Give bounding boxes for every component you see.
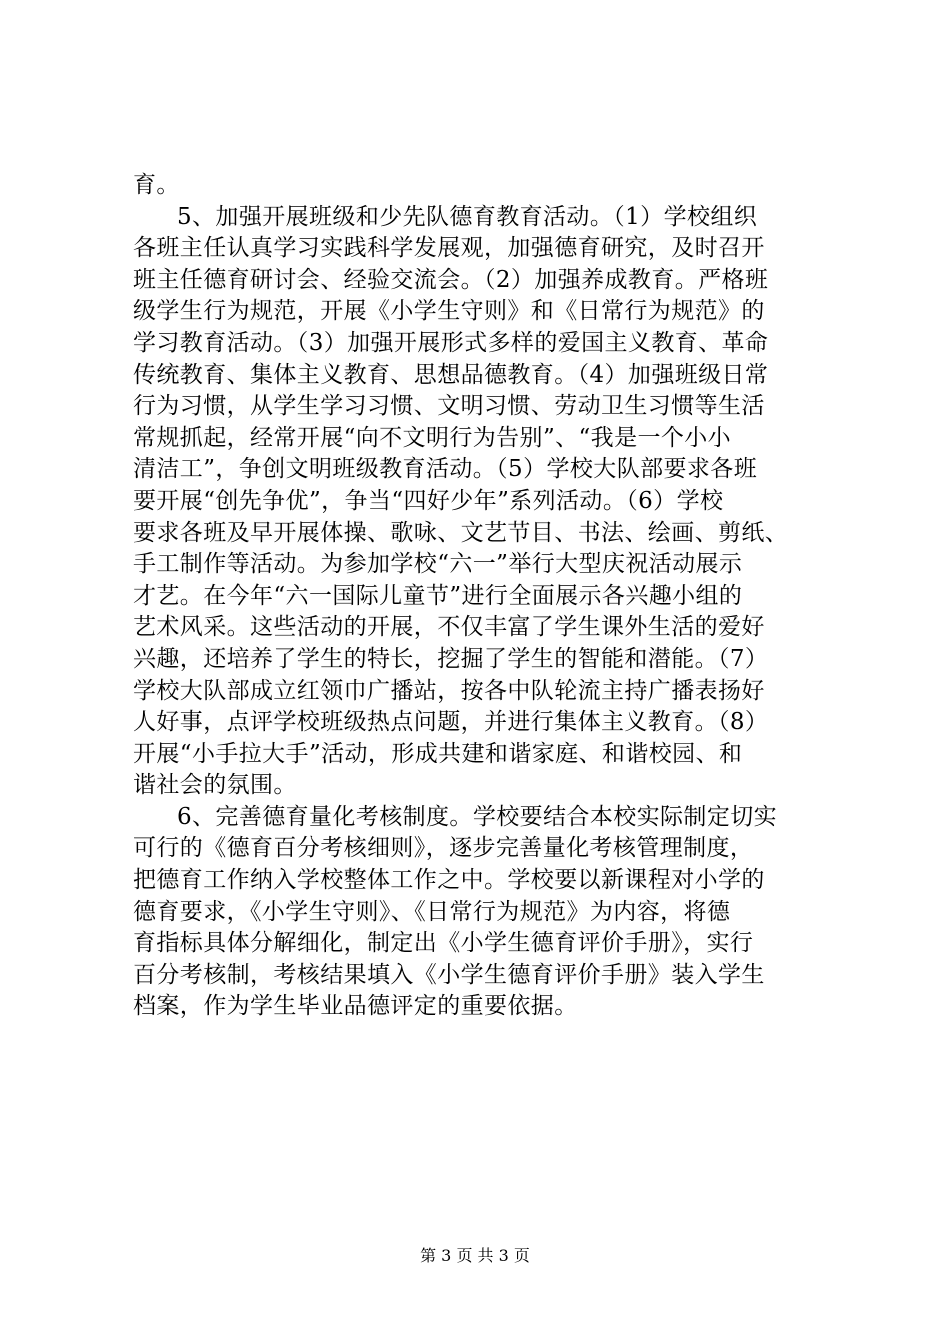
text-line: 兴趣，还培养了学生的特长，挖掘了学生的智能和潜能。（7）: [133, 645, 769, 672]
text-line: 档案，作为学生毕业品德评定的重要依据。: [133, 993, 578, 1020]
text-line: 要求各班及早开展体操、歌咏、文艺节目、书法、绘画、剪纸、: [133, 519, 789, 546]
text-line: 班主任德育研讨会、经验交流会。（2）加强养成教育。严格班: [133, 266, 769, 293]
text-line: 德育要求，《小学生守则》、《日常行为规范》为内容，将德: [133, 898, 731, 925]
text-line: 行为习惯，从学生学习习惯、文明习惯、劳动卫生习惯等生活: [133, 393, 765, 420]
text-line: 开展“小手拉大手”活动，形成共建和谐家庭、和谐校园、和: [133, 740, 743, 767]
page-number-footer: 第 3 页 共 3 页: [420, 1246, 530, 1265]
text-line: 常规抓起，经常开展“向不文明行为告别”、“我是一个小小: [133, 424, 732, 451]
text-line: 级学生行为规范，开展《小学生守则》和《日常行为规范》的: [133, 298, 765, 325]
text-line: 清洁工”，争创文明班级教育活动。（5）学校大队部要求各班: [133, 456, 758, 483]
text-line: 谐社会的氛围。: [133, 772, 297, 799]
text-line: 把德育工作纳入学校整体工作之中。学校要以新课程对小学的: [133, 867, 765, 894]
text-line: 5、加强开展班级和少先队德育教育活动。（1）学校组织: [177, 203, 758, 230]
text-line: 学校大队部成立红领巾广播站，按各中队轮流主持广播表扬好: [133, 677, 765, 704]
text-line: 可行的《德育百分考核细则》，逐步完善量化考核管理制度，: [133, 835, 754, 862]
text-line: 传统教育、集体主义教育、思想品德教育。（4）加强班级日常: [133, 361, 769, 388]
text-line: 百分考核制，考核结果填入《小学生德育评价手册》装入学生: [133, 961, 765, 988]
text-line: 学习教育活动。（3）加强开展形式多样的爱国主义教育、革命: [133, 329, 769, 356]
text-line: 育。: [133, 172, 180, 198]
text-line: 才艺。在今年“六一国际儿童节”进行全面展示各兴趣小组的: [133, 582, 743, 609]
document-body: [133, 170, 833, 1023]
text-line: 要开展“创先争优”，争当“四好少年”系列活动。（6）学校: [133, 487, 724, 514]
text-line: 各班主任认真学习实践科学发展观，加强德育研究，及时召开: [133, 235, 765, 262]
text-line: 人好事，点评学校班级热点问题，并进行集体主义教育。（8）: [133, 709, 769, 736]
text-line: 6、完善德育量化考核制度。学校要结合本校实际制定切实: [177, 803, 778, 830]
text-line: 手工制作等活动。为参加学校“六一”举行大型庆祝活动展示: [133, 551, 743, 578]
text-line: 艺术风采。这些活动的开展，不仅丰富了学生课外生活的爱好: [133, 614, 765, 641]
text-line: 育指标具体分解细化，制定出《小学生德育评价手册》，实行: [133, 930, 754, 957]
